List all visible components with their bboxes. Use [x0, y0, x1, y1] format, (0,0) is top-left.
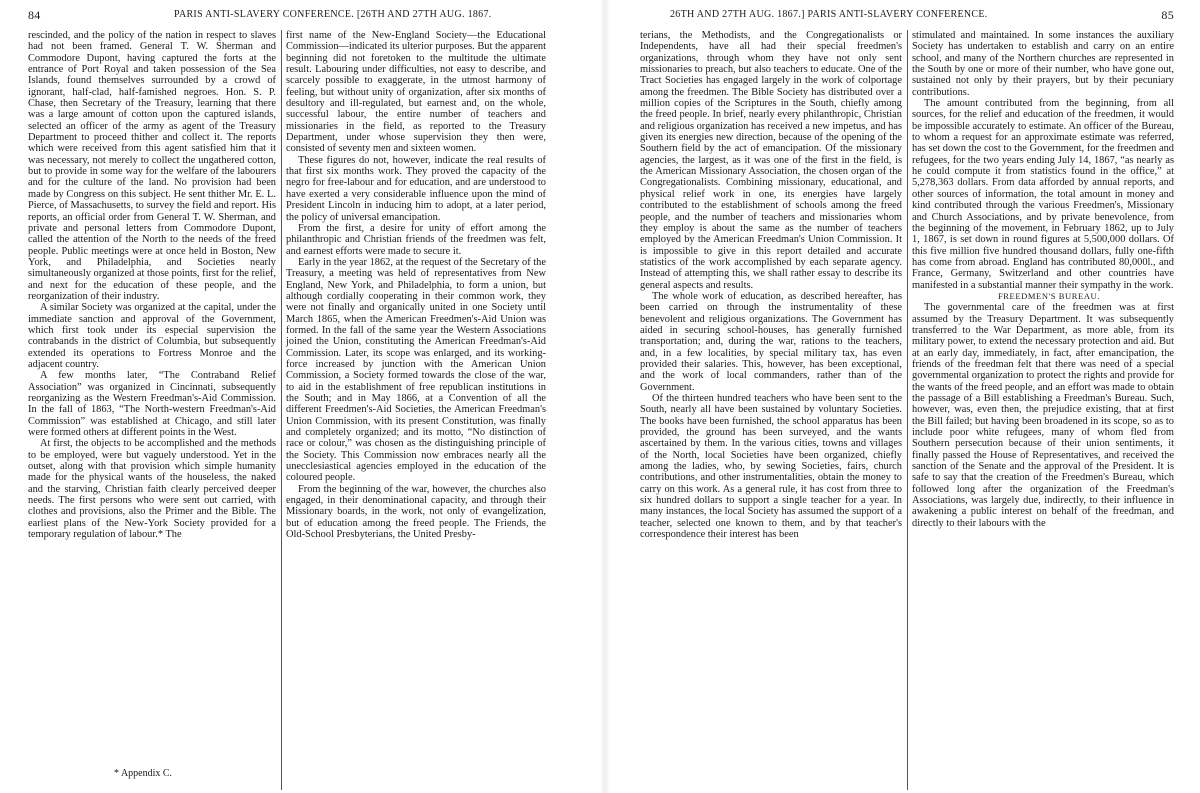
footnote: * Appendix C.: [114, 768, 173, 779]
right-column-2: [912, 30, 1174, 529]
left-page-number: 84: [28, 8, 41, 22]
right-page-number: 85: [1161, 8, 1174, 22]
paragraph: From the first, a desire for unity of effort among the philanthropic and Christian friends of the freedmen was felt, and earnest efforts were made to secure it.: [286, 222, 546, 257]
paragraph: At first, the objects to be accomplished and the methods to be employed, were but vaguely understood. Yet in the outset, along with that provision which simple humanity made for the physical wants of the houseless, the naked and the starving, Christian faith clearly perceived deeper needs. The first persons who were sent out carried, with clothes and provisions, also the Primer and the Bible. The earliest plans of the New-York Society provided for a temporary regulation of labour.* The: [28, 438, 276, 541]
paragraph: From the beginning of the war, however, the churches also engaged, in their denominational capacity, and through their Missionary boards, in the work, not only of evangelization, but of education among the freed people. The Friends, the Old-School Presbyterians, the United Presby-: [286, 483, 546, 541]
paragraph: The governmental care of the freedmen was at first assumed by the Treasury Department. It was subsequently transferred to the War Department, as more able, from its military power, to extend the necessary protection and aid. But at an early day, immediately, in fact, after emancipation, the friends of the freedman felt that there was need of a special governmental organization to protect the rights and provide for the wants of the freed people, and an effort was made to obtain the passage of a Bill establishing a Freedman's Bureau. Such, however, was, even then, the prejudice existing, that at first the Bill failed; but having been broadened in its scope, so as to include poor white refugees, many of whom fled from Southern persecution because of their union sentiments, it finally passed the House of Representatives, and received the sanction of the Senate and the approval of the President. It is safe to say that the creation of the Freedmen's Bureau, which followed long after the organization of the Freedman's Associations, was largely due, indirectly, to their influence in awakening a public interest on behalf of the freedman, and directly to their labours with the: [912, 302, 1174, 529]
column-divider: [281, 30, 282, 790]
paragraph: rescinded, and the policy of the nation in respect to slaves had not been framed. General T. W. Sherman and Commodore Dupont, having captured the forts at the entrance of Port Royal and taken possession of the Sea Islands, found themselves surrounded by a crowd of ignorant, half-clad, half-famished negroes. Hon. S. P. Chase, then Secretary of the Treasury, learning that there was a large amount of cotton upon the captured islands, selected an officer of the army as agent of the Treasury Department to proceed thither and collect it. The reports which were received from this agent satisfied him that it was necessary, not merely to collect the ungathered cotton, but to provide in some way for the welfare of the labourers and for the culture of the land. No provision had been made by Congress on this subject. He sent thither Mr. E. L. Pierce, of Massachusetts, to survey the field and report. His reports, an official order from General T. W. Sherman, and private and personal letters from Commodore Dupont, called the attention of the North to the needs of the freed people. Public meetings were at once held in Boston, New York, and Philadelphia, and Societies nearly simultaneously organized at those points, first for the relief, and next for the education of these people, and the reorganization of their industry.: [28, 30, 276, 302]
paragraph: first name of the New-England Society—the Educational Commission—indicated its ulterior purposes. But the apparent beginning did not foretoken to the multitude the ultimate result. Labouring under difficulties, not easy to describe, and scarcely possible to exaggerate, in the utmost harmony of feeling, but without unity of organization, after six months of desultory and ill-regulated, but earnest and, on the whole, successful labour, the entire number of teachers and missionaries in the field, as reported to the Treasury Department, under whose supervision they then were, consisted of seventy men and sixteen women.: [286, 30, 547, 155]
paragraph: Of the thirteen hundred teachers who have been sent to the South, nearly all have been sustained by voluntary Societies. The books have been furnished, the school apparatus has been provided, the ground has been surveyed, and the wants ascertained by them. In the various cities, towns and villages of the North, local Societies have been organized, chiefly among the ladies, who, by sewing Societies, fairs, church contributions, and other instrumentalities, obtain the money to carry on this work. As a general rule, it has cost from three to six hundred dollars to support a single teacher for a year. In many instances, the local Society has assumed the support of a teacher, selected one known to them, and by that teacher's correspondence their interest has been: [640, 393, 902, 541]
paragraph: The amount contributed from the beginning, from all sources, for the relief and education of the freedmen, it would be impossible accurately to estimate. An officer of the Bureau, to whom a request for an approximate estimate was referred, has set down the cost to the Government, for the freedmen and refugees, for the two years ending July 14, 1867, “as nearly as he could compute it from statistics found in the office,” at 5,278,363 dollars. From data afforded by annual reports, and other sources of information, the total amount in money and kind contributed through the various Freedmen's, Missionary and Church Associations, and by private benevolence, from the beginning of the movement, in February 1862, up to July 1, 1867, is set down in round figures at 5,500,000 dollars. Of this five million five hundred thousand dollars, fully one-fifth has come from abroad. England has contributed 80,000l., and France, Germany, Switzerland and other countries have manifested in a substantial manner their sympathy in the work.: [912, 98, 1174, 291]
paragraph: stimulated and maintained. In some instances the auxiliary Society has undertaken to establish and carry on an entire school, and many of the Northern churches are represented in the South by one or more of their number, who have gone out, sustained not only by their prayers, but by their pecuniary contributions.: [912, 30, 1174, 98]
left-column-1: [28, 30, 276, 540]
paragraph: A similar Society was organized at the capital, under the immediate sanction and approval of the Government, which first took under its especial supervision the contrabands in the district of Columbia, but subsequently extended its operations to Fortress Monroe and the adjacent country.: [28, 302, 276, 370]
paragraph: A few months later, “The Contraband Relief Association” was organized in Cincinnati, subsequently reorganizing as the Western Freedman's-Aid Commission. In the fall of 1863, “The North-western Freedman's-Aid Commission” was established at Chicago, and still later were formed others at different points in the West.: [28, 370, 276, 439]
paragraph: The whole work of education, as described hereafter, has been carried on through the instrumentality of these benevolent and religious organizations. The Government has aided in securing school-houses, has generally furnished transportation; and, during the war, rations to the teachers, and, in a few localities, by special military tax, has even provided their salaries. This, however, has been exceptional, and the work of local commanders, rather than of the Government.: [640, 290, 902, 393]
left-column-2: [286, 30, 546, 540]
left-page: [28, 0, 596, 793]
paragraph: terians, the Methodists, and the Congregationalists or Independents, have all had their special freedmen's organizations, through whom they have not only sent missionaries to preach, but also teachers to educate. One of the Tract Societies has engaged largely in the work of colportage among the freedmen. The Bible Society has distributed over a million copies of the Scriptures in the South, chiefly among the freed people. In brief, nearly every philanthropic, Christian and religious organization has received a new impetus, and has given its energies new direction, because of the opening of the Southern field by the act of emancipation. Of the missionary agencies, the largest, as it was one of the first in the field, is the American Missionary Association, the chosen organ of the Congregationalists. Combining missionary, educational, and physical relief work in one, its energies have largely contributed to the establishment of schools among the freed people, and the number of teachers and missionaries whom they employ is about the same as the number of teachers employed by the American Freedman's Union Commission. It is impossible to give in this report detailed and accurate statistics of the work accomplished by each separate agency. Instead of attempting this, we shall rather essay to describe its general aspects and results.: [640, 30, 902, 291]
section-heading: FREEDMEN'S BUREAU.: [997, 290, 1101, 301]
right-running-head: [614, 8, 1186, 24]
right-column-1: [640, 30, 902, 540]
column-divider: [907, 30, 908, 790]
right-running-title: 26TH AND 27TH AUG. 1867.] PARIS ANTI-SLAVERY CONFERENCE.: [670, 9, 988, 20]
right-page: [614, 0, 1186, 793]
left-running-head: [28, 8, 596, 24]
left-running-title: PARIS ANTI-SLAVERY CONFERENCE. [26TH AND 27TH AUG. 1867.: [174, 9, 492, 20]
paragraph: Early in the year 1862, at the request of the Secretary of the Treasury, a meeting was held of representatives from New England, New York, and Philadelphia, to form a union, but although cordially cooperating in their common work, they were not finally and organically united in one Society until March 1865, when the American Freedmen's-Aid Union was formed. In the fall of the same year the Western Associations joined the Union, constituting the American Freedman's-Aid Commission. Later, its scope was enlarged, and its working-force increased by junction with the American Union Commission, a Society formed towards the close of the war, to aid in the establishment of free republican institutions in the South; and in May 1866, at a Convention of all the different Freedmen's-Aid Societies, the American Freedman's Union Commission, with its present Constitution, was finally and completely organized; and its motto, “No distinction of race or colour,” was chosen as the distinguishing principle of the Society. This Commission now embraces nearly all the unecclesiastical agencies employed in the education of the coloured people.: [286, 256, 546, 484]
paragraph: These figures do not, however, indicate the real results of that first six months work. They proved the capacity of the negro for free-labour and for education, and are understood to have exerted a very considerable influence upon the mind of President Lincoln in inducing him to adopt, at a later period, the policy of universal emancipation.: [286, 154, 546, 223]
book-gutter: [600, 0, 610, 793]
